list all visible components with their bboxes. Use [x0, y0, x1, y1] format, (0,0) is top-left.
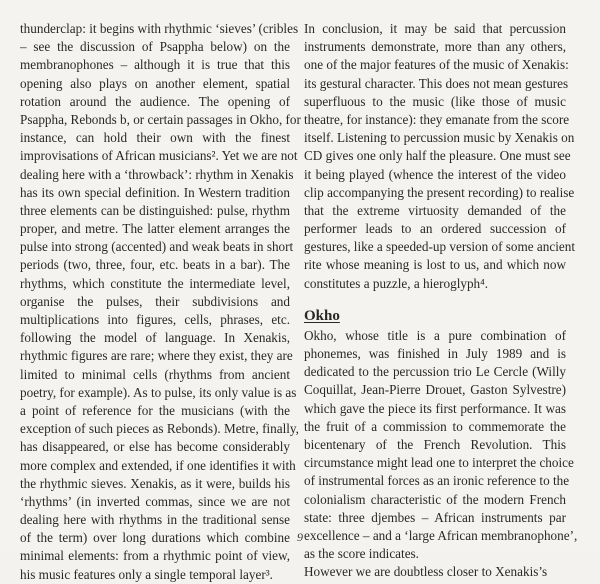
text-line: dealing here with a ‘throwback’: rhythm in Xenakis: [20, 166, 294, 182]
text-line: gestures, like a speeded-up version of some ancient: [304, 239, 575, 255]
text-line: rotation around the audience. The opening of: [20, 93, 290, 109]
text-line: dedicated to the percussion trio Le Cercle (Willy: [304, 364, 566, 380]
text-line: clip accompanying the present recording) to realise: [304, 184, 575, 200]
text-line: his music features only a single temporal layer³.: [20, 566, 273, 582]
text-line: performer leads to an ordered succession of: [304, 221, 566, 237]
text-line: Coquillat, Jean-Pierre Drouet, Gaston Sylvestre): [304, 382, 566, 398]
text-line: CD gives one only half the pleasure. One must see: [304, 148, 571, 164]
page-number: 9: [297, 530, 303, 544]
text-line: a point of reference for the musicians (with the: [20, 402, 290, 418]
text-line: opening also plays on another element, spatial: [20, 75, 290, 91]
text-line: improvisations of African musicians². Yet we are not: [20, 148, 298, 164]
text-line: periods (two, three, four, etc. beats in a bar). The: [20, 257, 290, 273]
text-line: dealing here with rhythms in the traditional sense: [20, 512, 290, 528]
text-line: Psappha, Rebonds b, or certain passages in Okho, for: [20, 111, 301, 127]
text-line: has its own special definition. In Western tradition: [20, 184, 290, 200]
text-line: as the score indicates.: [304, 546, 419, 562]
text-line: membranophones – although it is true that this: [20, 57, 290, 73]
text-line: rhythms, which constitute the intermediate level,: [20, 275, 290, 291]
text-line: it being played (whence the interest of the video: [304, 166, 566, 182]
paragraph-gap: [304, 293, 566, 299]
conclusion-paragraph: [304, 20, 575, 293]
text-line: thunderclap: it begins with rhythmic ‘sieves’ (cribles: [20, 21, 299, 36]
text-line: exception of such pieces as Rebonds). Metre, finally,: [20, 421, 299, 437]
text-line: colonialism characteristic of the modern French: [304, 491, 566, 507]
text-line: the fruit of a commission to commemorate the: [304, 418, 566, 434]
text-line: three elements can be distinguished: pulse, rhythm: [20, 202, 290, 218]
text-line: bicentenary of the French Revolution. This: [304, 436, 566, 452]
text-line: instruments demonstrate, more than any others,: [304, 39, 566, 55]
text-line: itself. Listening to percussion music by Xenakis on: [304, 130, 575, 146]
text-line: has disappeared, or else has become considerably: [20, 439, 290, 455]
left-column: [20, 20, 301, 584]
text-line: superfluous to the music (like those of music: [304, 93, 566, 109]
text-line: organise the pulses, their subdivisions and: [20, 293, 290, 309]
text-line: rhythmic figures are rare; where they exist, they are: [20, 348, 293, 364]
text-line: more complex and extended, if one identifies it with: [20, 457, 296, 473]
text-line: its gestural character. This does not mean gestures: [304, 75, 569, 91]
text-line: multiplications into figures, cells, phrases, etc.: [20, 312, 290, 327]
right-column: [304, 20, 578, 581]
text-line: minimal elements: from a rhythmic point of view,: [20, 548, 290, 564]
text-line: state: three djembes – African instruments par: [304, 509, 566, 525]
text-line: ‘rhythms’ (in inverted commas, since we are not: [20, 493, 290, 509]
text-line: that the extreme virtuosity demanded of the: [304, 202, 566, 218]
text-line: circumstance might lead one to interpret the choice: [304, 455, 574, 471]
text-line: poetry, for example). As to pulse, its only value is as: [20, 384, 297, 400]
text-line: In conclusion, it may be said that percussion: [304, 21, 566, 36]
text-line: However we are doubtless closer to Xenakis’s: [304, 564, 548, 580]
text-line: instance, can hold their own with the finest: [20, 130, 290, 146]
text-line: theatre, for instance): they emanate from the score: [304, 111, 570, 127]
text-line: rite whose meaning is lost to us, and which now: [304, 257, 566, 273]
section-heading: Okho: [304, 307, 340, 324]
text-line: which gave the piece its first performance. It was: [304, 400, 566, 416]
text-line: following the model of language. In Xenakis,: [20, 330, 290, 346]
text-line: excellence – and a ‘large African membranophone’,: [304, 527, 578, 543]
text-line: one of the major features of the music of Xenakis:: [304, 57, 569, 73]
text-line: of instrumental forces as an ironic reference to the: [304, 473, 570, 489]
text-line: phonemes, was finished in July 1989 and is: [304, 346, 566, 361]
text-line: – see the discussion of Psappha below) on the: [20, 39, 290, 55]
text-line: Okho, whose title is a pure combination of: [304, 327, 566, 343]
text-line: proper, and metre. The latter element arranges the: [20, 221, 290, 237]
text-line: the rhythmic sieves. Xenakis, as it were, builds his: [20, 475, 290, 491]
text-line: limited to minimal cells (rhythms from ancient: [20, 366, 290, 382]
text-line: pulse into strong (accented) and weak beats in short: [20, 239, 294, 255]
text-line: constitutes a puzzle, a hieroglyph⁴.: [304, 275, 489, 291]
text-line: of the term) over long durations which combine: [20, 530, 290, 546]
